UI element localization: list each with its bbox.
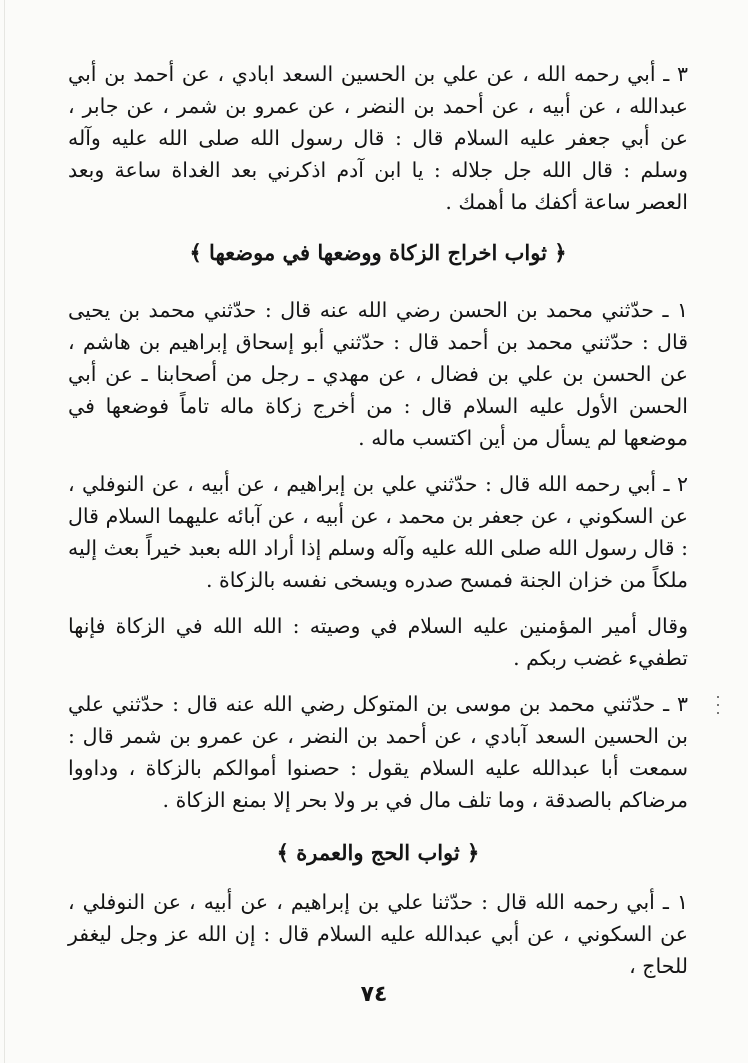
page-edge-line <box>4 0 5 1063</box>
paragraph-hadith-3-dhikr: ٣ ـ أبي رحمه الله ، عن علي بن الحسين السعد ابادي ، عن أحمد بن أبي عبدالله ، عن أبيه ، عن أحمد بن النضر ، عن عمرو بن شمر ، عن جابر ، عن أبي جعفر عليه السلام قال : قال رسول الله صلى الله عليه وآله وسلم : قال الله جل جلاله : يا ابن آدم اذكرني بعد الغداة ساعة وبعد العصر ساعة أكفك ما أهمك . <box>68 62 688 214</box>
paragraph-zakat-1: ١ ـ حدّثني محمد بن الحسن رضي الله عنه قال : حدّثني محمد بن يحيى قال : حدّثني محمد بن أحمد قال : حدّثني أبو إسحاق إبراهيم بن هاشم ، عن الحسن بن علي بن فضال ، عن مهدي ـ رجل من أصحابنا ـ عن أبي الحسن الأول عليه السلام قال : من أخرج زكاة ماله تاماً فوضعها في موضعها لم يسأل من أين اكتسب ماله . <box>68 298 688 450</box>
paragraph-hajj-1: ١ ـ أبي رحمه الله قال : حدّثنا علي بن إبراهيم ، عن أبيه ، عن النوفلي ، عن السكوني ، عن أبي عبدالله عليه السلام قال : إن الله عز وجل ليغفر للحاج ، <box>68 890 688 978</box>
section-heading-hajj: ﴿ ثواب الحج والعمرة ﴾ <box>276 840 480 865</box>
page-number: ٧٤ <box>360 982 388 1007</box>
page-body <box>68 58 688 982</box>
paragraph-zakat-3: ٣ ـ حدّثني محمد بن موسى بن المتوكل رضي الله عنه قال : حدّثني علي بن الحسين السعد آبادي ، عن أحمد بن النضر ، عن عمرو بن شمر قال : سمعت أبا عبدالله عليه السلام يقول : حصنوا أموالكم بالزكاة ، وداووا مرضاكم بالصدقة ، وما تلف مال في بر ولا بحر إلا بمنع الزكاة . <box>68 692 688 812</box>
paragraph-zakat-amir: وقال أمير المؤمنين عليه السلام في وصيته : الله الله في الزكاة فإنها تطفيء غضب ربكم . <box>68 614 688 670</box>
paragraph-zakat-2: ٢ ـ أبي رحمه الله قال : حدّثني علي بن إبراهيم ، عن أبيه ، عن النوفلي ، عن السكوني ، عن جعفر بن محمد ، عن أبيه ، عن آبائه عليهما السلام قال : قال رسول الله صلى الله عليه وآله وسلم إذا أراد الله بعبد خيراً بعث إليه ملكاً من خزان الجنة فمسح صدره ويسخى نفسه بالزكاة . <box>68 472 688 592</box>
section-heading-zakat: ﴿ ثواب اخراج الزكاة ووضعها في موضعها ﴾ <box>189 240 567 265</box>
margin-mark <box>716 690 720 750</box>
